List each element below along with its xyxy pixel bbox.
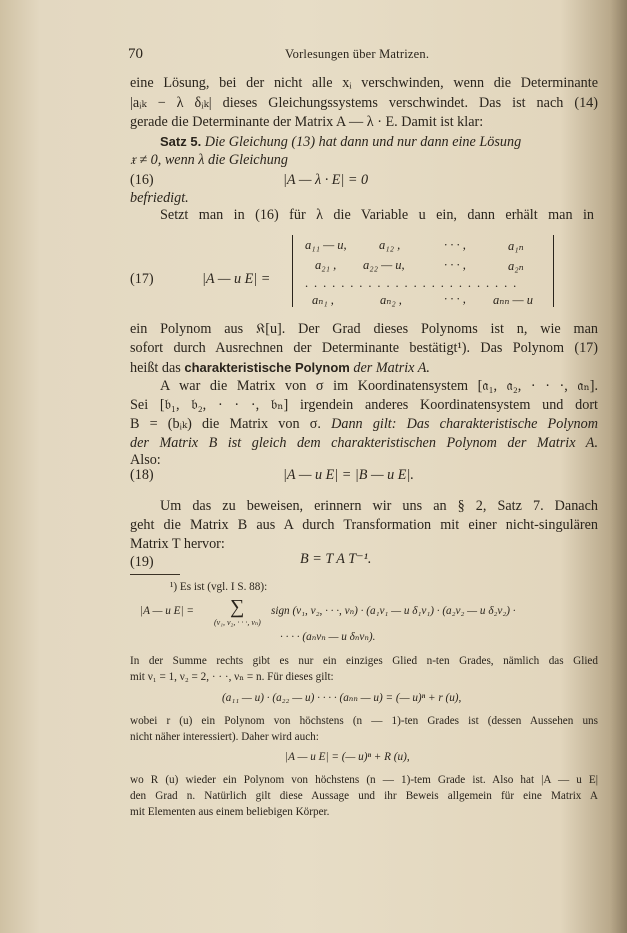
footnote-line: den Grad n. Natürlich gilt diese Aussage und ihr Beweis allgemein für eine Matrix A xyxy=(130,790,598,802)
text-line: A war die Matrix von σ im Koordinatensystem [𝔞₁, 𝔞₂, · · ·, 𝔞ₙ]. xyxy=(160,378,598,394)
matrix-cell: aₙₙ — u xyxy=(493,293,533,307)
summation-index: (ν₁, ν₂, · · ·, νₙ) xyxy=(214,618,261,627)
theorem-line xyxy=(160,132,521,152)
theorem-label: Satz 5. xyxy=(160,134,202,149)
footnote-line: nicht näher interessiert). Daher wird auch: xyxy=(130,731,319,743)
text-fragment: Dann gilt: Das charakteristische Polynom xyxy=(331,416,598,432)
footnote-line: wo R (u) wieder ein Polynom von höchstens (n — 1)-tem Grade ist. Also hat |A — u E| xyxy=(130,774,598,786)
matrix-cell: a₂₁ , xyxy=(315,258,337,272)
text-line: befriedigt. xyxy=(130,190,189,206)
text-line xyxy=(130,358,430,378)
footnote-line: wobei r (u) ein Polynom von höchstens (n — 1)-ten Grades ist (dessen Aussehen uns xyxy=(130,715,598,727)
theorem-continuation: 𝔵 ≠ 0, wenn λ die Gleichung xyxy=(130,152,288,168)
text-line: Sei [𝔟₁, 𝔟₂, · · ·, 𝔟ₙ] irgendein anderes Koordinatensystem und dort xyxy=(130,397,598,413)
text-line: Setzt man in (16) für λ die Variable u ein, dann erhält man in xyxy=(160,207,594,223)
footnote-line: In der Summe rechts gibt es nur ein einziges Glied n-ten Grades, nämlich das Glied xyxy=(130,655,598,667)
text-line: Also: xyxy=(130,452,161,468)
matrix-cell: aₙ₂ , xyxy=(380,293,402,307)
matrix-cell: · · · , xyxy=(444,238,466,252)
matrix-cell: · · · , xyxy=(444,258,466,272)
footnote-equation-rhs: sign (ν₁, ν₂, · · ·, νₙ) · (a₁ν₁ — u δ₁ν₁) · (a₂ν₂ — u δ₂ν₂) · xyxy=(271,605,516,617)
text-line: geht die Matrix B aus A durch Transformation mit einer nicht-singulären xyxy=(130,517,598,533)
footnote-rule xyxy=(130,574,180,575)
theorem-text: Die Gleichung (13) hat dann und nur dann eine Lösung xyxy=(204,134,522,150)
matrix-cell: aₙ₁ , xyxy=(312,293,334,307)
matrix-cell: · · · , xyxy=(444,292,466,306)
definition-term: charakteristische Polynom xyxy=(184,360,350,375)
text-line: Matrix T hervor: xyxy=(130,536,225,552)
summation-symbol: ∑ xyxy=(230,596,245,618)
equation-17-lhs: |A — u E| = xyxy=(202,271,271,287)
text-line: eine Lösung, bei der nicht alle xᵢ verschwinden, wenn die Determinante xyxy=(130,75,598,91)
left-determinant-bar xyxy=(292,235,293,307)
text-line: gerade die Determinante der Matrix A — λ · E. Damit ist klar: xyxy=(130,114,484,130)
page-number: 70 xyxy=(128,46,143,62)
footnote-equation: |A — u E| = (— u)ⁿ + R (u), xyxy=(285,751,410,763)
footnote-equation-continuation: · · · · (aₙνₙ — u δₙνₙ). xyxy=(280,631,376,643)
equation-number: (19) xyxy=(130,554,154,570)
footnote-equation: (a₁₁ — u) · (a₂₂ — u) · · · · (aₙₙ — u) = (— u)ⁿ + r (u), xyxy=(222,692,462,704)
running-title: Vorlesungen über Matrizen. xyxy=(285,47,430,61)
footnote-equation-lhs: |A — u E| = xyxy=(140,605,194,617)
equation-number: (17) xyxy=(130,271,154,287)
text-line xyxy=(130,415,598,434)
footnote-line: mit ν₁ = 1, ν₂ = 2, · · ·, νₙ = n. Für dieses gilt: xyxy=(130,671,334,683)
equation-18: |A — u E| = |B — u E|. xyxy=(283,467,414,483)
text-fragment: der Matrix A. xyxy=(353,360,430,376)
matrix-cell: a₁ₙ xyxy=(508,239,524,253)
text-line: |aᵢₖ − λ δᵢₖ| dieses Gleichungssystems verschwindet. Das ist nach (14) xyxy=(130,95,598,111)
footnote-line: ¹) Es ist (vgl. I S. 88): xyxy=(170,581,268,593)
equation-number: (18) xyxy=(130,467,154,483)
right-determinant-bar xyxy=(553,235,554,307)
equation-number: (16) xyxy=(130,172,154,188)
equation-19: B = T A T⁻¹. xyxy=(300,551,372,567)
matrix-cell: a₂₂ — u, xyxy=(363,258,405,272)
text-line: ein Polynom aus 𝔎[u]. Der Grad dieses Polynoms ist n, wie man xyxy=(130,321,598,337)
text-line: Um das zu beweisen, erinnern wir uns an § 2, Satz 7. Danach xyxy=(160,498,598,514)
text-line: sofort durch Ausrechnen der Determinante bestätigt¹). Das Polynom (17) xyxy=(130,340,598,356)
matrix-cell: a₁₂ , xyxy=(379,238,401,252)
text-fragment: B = (bᵢₖ) die Matrix von σ. xyxy=(130,416,321,432)
footnote-line: mit Elementen aus einem beliebigen Körper. xyxy=(130,806,330,818)
matrix-cell: a₁₁ — u, xyxy=(305,238,347,252)
text-fragment: heißt das xyxy=(130,360,181,376)
matrix-dots-row: . . . . . . . . . . . . . . . . . . . . . . . . xyxy=(305,276,518,290)
equation-16: |A — λ · E| = 0 xyxy=(283,172,369,188)
matrix-cell: a₂ₙ xyxy=(508,259,524,273)
text-line: der Matrix B ist gleich dem charakteristischen Polynom der Matrix A. xyxy=(130,435,598,451)
